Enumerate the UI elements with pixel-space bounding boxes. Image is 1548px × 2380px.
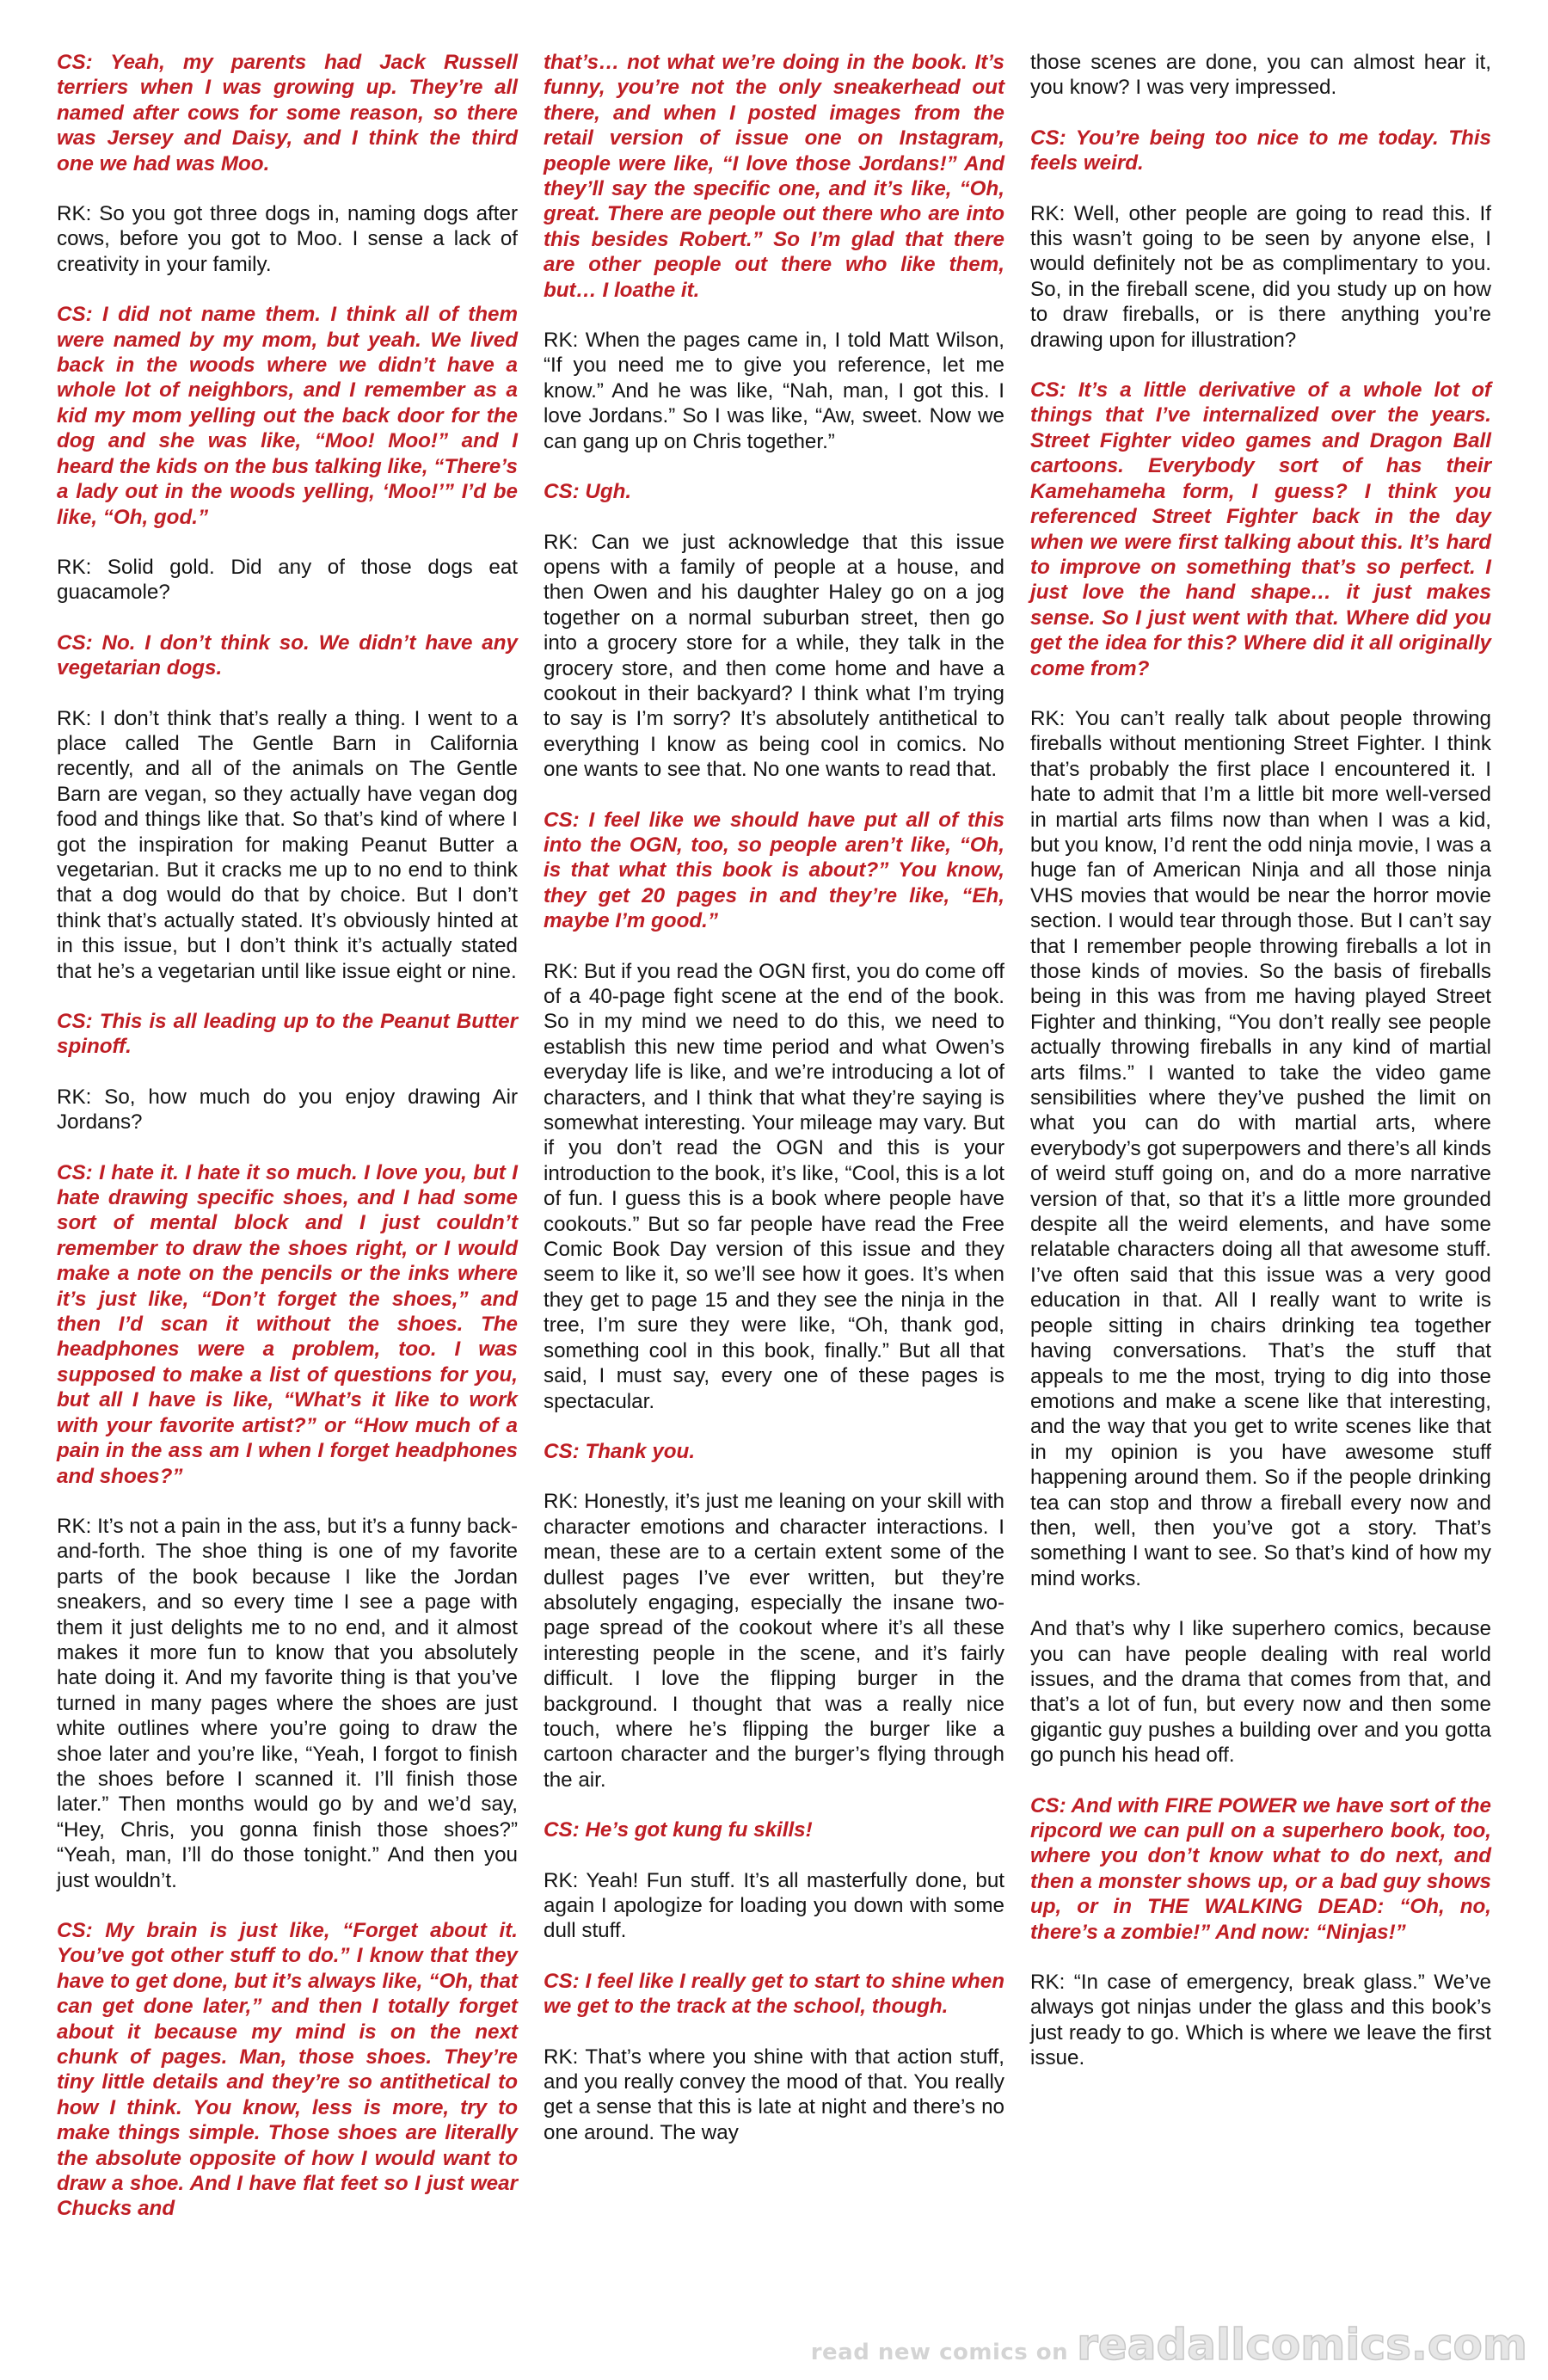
- paragraph-cs: CS: This is all leading up to the Peanut Butter spinoff.: [57, 1010, 518, 1059]
- paragraph-rk: RK: I don’t think that’s really a thing. I went to a place called The Gentle Barn in California recently, and all of the animals on The Gentle Barn are vegan, so they actually have vegan dog food and things like that. So that’s kind of where I got the inspiration for making Peanut Butter a vegetarian. But it cracks me up to no end to think that a dog would do that by choice. But I don’t think that’s actually stated. It’s obviously hinted at in this issue, but I don’t think it’s actually stated that he’s a vegetarian until like issue eight or nine.: [57, 706, 518, 983]
- paragraph-rk: RK: It’s not a pain in the ass, but it’s a funny back-and-forth. The shoe thing is one of my favorite parts of the book because I like the Jordan sneakers, and so every time I see a page with them it just delights me to no end, and it almost makes it more fun to know that you absolutely hate doing it. And my favorite thing is that you’ve turned in many pages where the shoes are just white outlines where you’re going to draw the shoe later and you’re like, “Yeah, I forgot to finish the shoes before I scanned it. I’ll finish those later.” Then months would go by and we’d say, “Hey, Chris, you gonna finish those shoes?” “Yeah, man, I’ll do those tonight.” And then you just wouldn’t.: [57, 1514, 518, 1892]
- paragraph-cs: CS: I did not name them. I think all of them were named by my mom, but yeah. We lived back in the woods where we didn’t have a whole lot of neighbors, and I remember as a kid my mom yelling out the back door for the dog and she was like, “Moo! Moo!” and I heard the kids on the bus talking like, “There’s a lady out in the woods yelling, ‘Moo!’” I’d be like, “Oh, god.”: [57, 303, 518, 529]
- paragraph-cs: CS: Ugh.: [544, 480, 632, 504]
- paragraph-rk: RK: Can we just acknowledge that this issue opens with a family of people at a house, and then Owen and his daughter Haley go on a jog together on a normal suburban street, then go into a grocery store for a while, they talk in the grocery store, and then come home and have a cookout in their backyard? I think what I’m trying to say is I’m sorry? It’s absolutely antithetical to everything I know as being cool in comics. No one wants to see that. No one wants to read that.: [544, 530, 1004, 782]
- paragraph-rk: RK: Solid gold. Did any of those dogs eat guacamole?: [57, 555, 518, 605]
- paragraph-rk: RK: So you got three dogs in, naming dogs after cows, before you got to Moo. I sense a lack of creativity in your family.: [57, 202, 518, 276]
- paragraph-rk: RK: You can’t really talk about people throwing fireballs without mentioning Street Fighter. I think that’s probably the first place I encountered it. I hate to admit that I’m a little bit more well-versed in martial arts films now than when I was a kid, but you know, I’d rent the odd ninja movie, I was a huge fan of American Ninja and all those ninja VHS movies that would be near the horror movie section. I would tear through those. But I can’t say that I remember people throwing fireballs a lot in those kinds of movies. So the basis of fireballs being in this was from me having played Street Fighter and thinking, “You don’t really see people actually throwing fireballs in any kind of martial arts films.” I wanted to take the video game sensibilities where they’ve pushed the limit on what you can do with martial arts, where everybody’s got superpowers and there’s all kinds of weird stuff going on, and do a more narrative version of that, so that it’s a little more grounded despite all the weird elements, and have some relatable characters doing all that awesome stuff. I’ve often said that this issue was a very good education in that. All I really want to write is people sitting in chairs drinking tea together having conversations. That’s the stuff that appeals to me the most, trying to dig into those emotions and make a scene like that interesting, and the way that you get to write scenes like that in my opinion is you have awesome stuff happening around them. So if the people drinking tea can stop and throw a fireball every now and then, well, then you’ve got a story. That’s something I want to see. So that’s kind of how my mind works.: [1030, 706, 1491, 1590]
- paragraph-rk: RK: But if you read the OGN first, you do come off of a 40-page fight scene at the end of the book. So in my mind we need to do this, we need to establish this new time period and what Owen’s everyday life is like, and we’re introducing a lot of characters, and I think that what they’re saying is somewhat interesting. Your mileage may vary. But if you don’t read the OGN and this is your introduction to the book, it’s like, “Cool, this is a lot of fun. I guess this is a book where people have cookouts.” But so far people have read the Free Comic Book Day version of this issue and they seem to like it, so we’ll see how it goes. It’s when they get to page 15 and they see the ninja in the tree, I’m sure they were like, “Oh, thank god, something cool in this book, finally.” But all that said, I must say, every one of these pages is spectacular.: [544, 959, 1004, 1413]
- paragraph-rk: RK: “In case of emergency, break glass.” We’ve always got ninjas under the glass and this book’s just ready to go. Which is where we leave the first issue.: [1030, 1971, 1491, 2070]
- watermark: [811, 2320, 1527, 2370]
- paragraph-rk: RK: Well, other people are going to read this. If this wasn’t going to be seen by anyone else, I would definitely not be as complimentary to you. So, in the fireball scene, did you study up on how to draw fireballs, or is there anything you’re drawing upon for illustration?: [1030, 201, 1491, 352]
- interview-page: [57, 50, 1491, 2286]
- paragraph-rk: RK: That’s where you shine with that action stuff, and you really convey the mood of that. You really get a sense that this is late at night and there’s no one around. The way: [544, 2045, 1004, 2144]
- paragraph-cs: CS: I feel like we should have put all of this into the OGN, too, so people aren’t like, “Oh, is that what this book is about?” You know, they get 20 pages in and they’re like, “Eh, maybe I’m good.”: [544, 808, 1004, 933]
- paragraph-cs: that’s… not what we’re doing in the book. It’s funny, you’re not the only sneakerhead out there, and when I posted images from the retail version of issue one on Instagram, people were like, “I love those Jordans!” And they’ll say the specific one, and it’s like, “Oh, great. There are people out there who are into this besides Robert.” So I’m glad that there are other people out there who like them, but… I loathe it.: [544, 51, 1004, 302]
- paragraph-rk: RK: Honestly, it’s just me leaning on your skill with character emotions and character interactions. I mean, these are to a certain extent some of the dullest pages I’ve ever written, but they’re absolutely engaging, especially the insane two-page spread of the cookout where it’s all these interesting people in the scene, and it’s fairly difficult. I love the flipping burger in the background. I thought that was a really nice touch, where he’s flipping the burger like a cartoon character and the burger’s flying through the air.: [544, 1490, 1004, 1792]
- paragraph-cs: CS: My brain is just like, “Forget about it. You’ve got other stuff to do.” I know that they have to get done, but it’s always like, “Oh, that can get done later,” and then I totally forget about it because my mind is on the next chunk of pages. Man, those shoes. They’re tiny little details and they’re so antithetical to how I think. You know, less is more, try to make things simple. Those shoes are literally the absolute opposite of how I would want to draw a shoe. And I have flat feet so I just wear Chucks and: [57, 1919, 518, 2221]
- column-1: [57, 50, 518, 2247]
- paragraph-cs: CS: And with FIRE POWER we have sort of the ripcord we can pull on a superhero book, too, where you don’t know what to do next, and then a monster shows up, or a bad guy shows up, or in THE WALKING DEAD: “Oh, no, there’s a zombie!” And now: “Ninjas!”: [1030, 1793, 1491, 1944]
- paragraph-rk: And that’s why I like superhero comics, because you can have people dealing with real world issues, and the drama that comes from that, and that’s a lot of fun, but every now and then some gigantic guy pushes a building over and you gotta go punch his head off.: [1030, 1617, 1491, 1768]
- column-2: [544, 50, 1004, 2170]
- paragraph-rk: those scenes are done, you can almost hear it, you know? I was very impressed.: [1030, 51, 1491, 100]
- paragraph-cs: CS: Thank you.: [544, 1439, 696, 1463]
- paragraph-cs: CS: No. I don’t think so. We didn’t have any vegetarian dogs.: [57, 630, 518, 680]
- paragraph-rk: RK: So, how much do you enjoy drawing Air Jordans?: [57, 1085, 518, 1135]
- watermark-site-text: readallcomics.com: [1077, 2320, 1527, 2370]
- paragraph-cs: CS: I feel like I really get to start to shine when we get to the track at the school, though.: [544, 1969, 1004, 2019]
- paragraph-cs: CS: You’re being too nice to me today. This feels weird.: [1030, 126, 1491, 175]
- paragraph-cs: CS: Yeah, my parents had Jack Russell terriers when I was growing up. They’re all named after cows for some reason, so there was Jersey and Daisy, and I think the third one we had was Moo.: [57, 51, 518, 175]
- paragraph-rk: RK: Yeah! Fun stuff. It’s all masterfully done, but again I apologize for loading you down with some dull stuff.: [544, 1868, 1004, 1943]
- column-3: [1030, 50, 1491, 2096]
- paragraph-rk: RK: When the pages came in, I told Matt Wilson, “If you need me to give you reference, let me know.” And he was like, “Nah, man, I got this. I love Jordans.” So I was like, “Aw, sweet. Now we can gang up on Chris together.”: [544, 329, 1004, 453]
- paragraph-cs: CS: He’s got kung fu skills!: [544, 1818, 813, 1842]
- paragraph-cs: CS: It’s a little derivative of a whole lot of things that I’ve internalized over the years. Street Fighter video games and Dragon Ball cartoons. Everybody sort of has their Kamehameha form, I guess? I think you referenced Street Fighter back in the day when we were first talking about this. It’s hard to improve on something that’s so perfect. I just love the hand shape… it just makes sense. So I just went with that. Where did you get the idea for this? Where did it all originally come from?: [1030, 378, 1491, 680]
- paragraph-cs: CS: I hate it. I hate it so much. I love you, but I hate drawing specific shoes, and I had some sort of mental block and I just couldn’t remember to draw the shoes right, or I would make a note on the pencils or the inks where it’s just like, “Don’t forget the shoes,” and then I’d scan it without the shoes. The headphones were a problem, too. I was supposed to make a list of questions for you, but all I have is like, “What’s it like to work with your favorite artist?” or “How much of a pain in the ass am I when I forget headphones and shoes?”: [57, 1160, 518, 1488]
- watermark-small-text: read new comics on: [810, 2340, 1069, 2365]
